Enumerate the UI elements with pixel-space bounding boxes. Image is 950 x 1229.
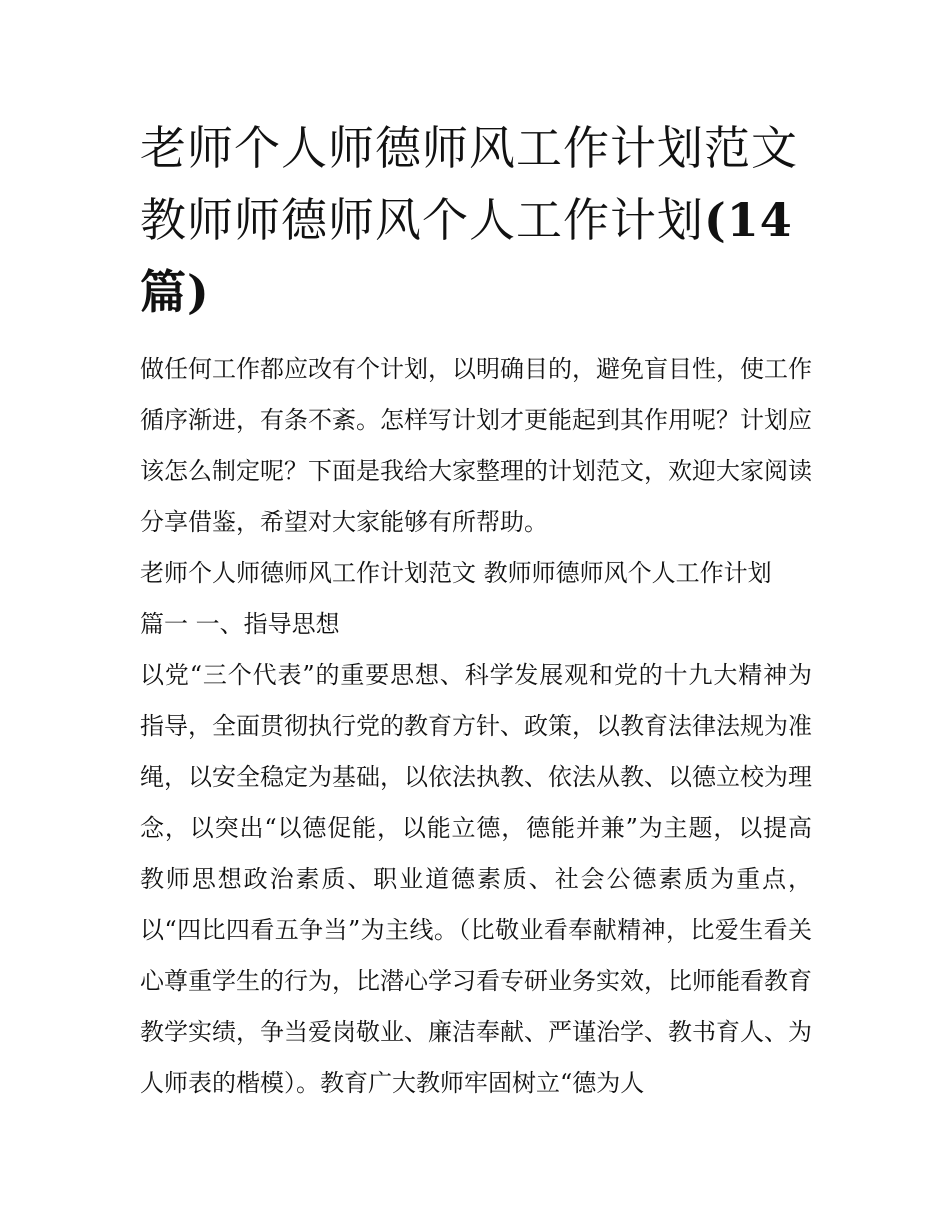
body-paragraph: 以党“三个代表”的重要思想、科学发展观和党的十九大精神为指导，全面贯彻执行党的教育方针、政策，以教育法律法规为准绳，以安全稳定为基础，以依法执教、依法从教、以德立校为理念，以突出“以德促能，以能立德，德能并兼”为主题，以提高教师思想政治素质、职业道德素质、社会公德素质为重点，以“四比四看五争当”为主线。（比敬业看奉献精神，比爱生看关心尊重学生的行为，比潜心学习看专研业务实效，比师能看教育教学实绩，争当爱岗敬业、廉洁奉献、严谨治学、教书育人、为人师表的楷模）。教育广大教师牢固树立“德为人 xyxy=(140,661,812,1097)
title-count: (14篇) xyxy=(140,193,793,319)
section-title: 老师个人师德师风工作计划范文 教师师德师风个人工作计划 xyxy=(140,559,772,587)
title-main-text: 老师个人师德师风工作计划范文 教师师德师风个人工作计划 xyxy=(140,121,798,247)
section-heading: 篇一 一、指导思想 xyxy=(140,610,340,638)
document-title xyxy=(140,112,812,328)
document-content xyxy=(140,112,812,1109)
intro-paragraph: 做任何工作都应改有个计划，以明确目的，避免盲目性，使工作循序渐进，有条不紊。怎样写计划才更能起到其作用呢？计划应该怎么制定呢？下面是我给大家整理的计划范文，欢迎大家阅读分享借鉴，希望对大家能够有所帮助。 xyxy=(140,355,812,536)
